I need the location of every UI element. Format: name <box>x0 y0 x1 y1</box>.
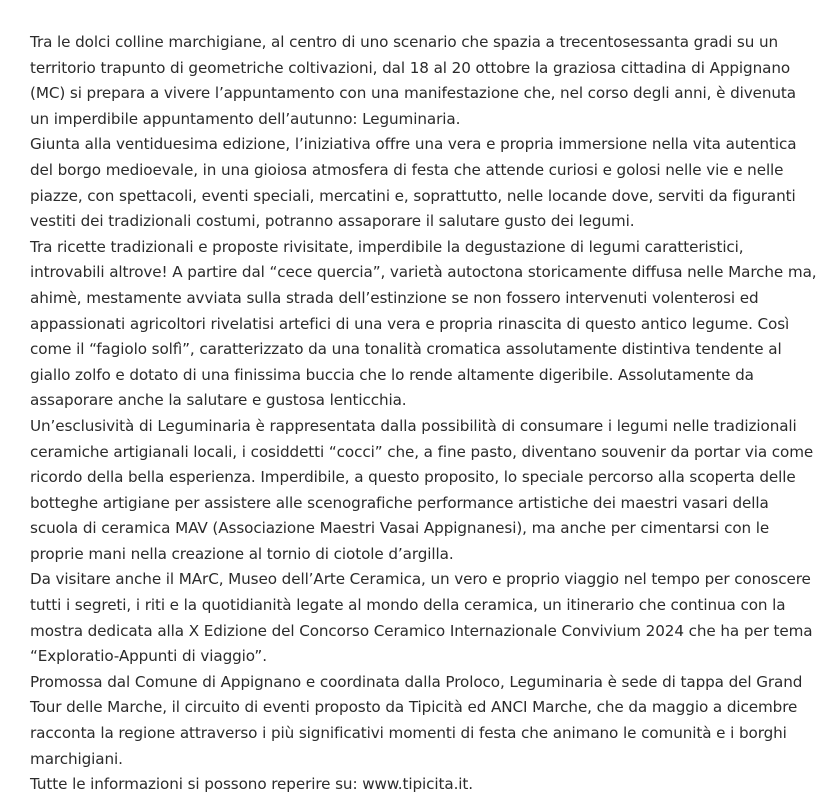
paragraph-museum: Da visitare anche il MArC, Museo dell’Arte Ceramica, un vero e proprio viaggio nel tempo per conoscere tutti i segreti, i riti e la quotidianità legate al mondo della ceramica, un itinerario che continua con la mostra dedicata alla X Edizione del Concorso Ceramico Internazionale Convivium 2024 che ha per tema “Exploratio-Appunti di viaggio”. <box>30 570 813 666</box>
paragraph-edition: Giunta alla ventiduesima edizione, l’iniziativa offre una vera e propria immersione nella vita autentica del borgo medioevale, in una gioiosa atmosfera di festa che attende curiosi e golosi nelle vie e nelle piazze, con spettacoli, eventi speciali, mercatini e, soprattutto, nelle locande dove, serviti da figuranti vestiti dei tradizionali costumi, potranno assaporare il salutare gusto dei legumi. <box>30 135 797 231</box>
paragraph-ceramics: Un’esclusività di Leguminaria è rappresentata dalla possibilità di consumare i legumi nelle tradizionali ceramiche artigianali locali, i cosiddetti “cocci” che, a fine pasto, diventano souvenir da portar via come ricordo della bella esperienza. Imperdibile, a questo proposito, lo speciale percorso alla scoperta delle botteghe artigiane per assistere alle scenografiche performance artistiche dei maestri vasari della scuola di ceramica MAV (Associazione Maestri Vasai Appignanesi), ma anche per cimentarsi con le proprie mani nella creazione al tornio di ciotole d’argilla. <box>30 416 814 563</box>
paragraph-promotion: Promossa dal Comune di Appignano e coordinata dalla Proloco, Leguminaria è sede di tappa del Grand Tour delle Marche, il circuito di eventi proposto da Tipicità ed ANCI Marche, che da maggio a dicembre racconta la regione attraverso i più significativi momenti di festa che animano le comunità e i borghi marchigiani. <box>30 672 803 768</box>
paragraph-intro: Tra le dolci colline marchigiane, al centro di uno scenario che spazia a trecentosessanta gradi su un territorio trapunto di geometriche coltivazioni, dal 18 al 20 ottobre la graziosa cittadina di Appignano (MC) si prepara a vivere l’appuntamento con una manifestazione che, nel corso degli anni, è divenuta un imperdibile appuntamento dell’autunno: Leguminaria. <box>30 33 796 128</box>
paragraph-legumes: Tra ricette tradizionali e proposte rivisitate, imperdibile la degustazione di legumi caratteristici, introvabili altrove! A partire dal “cece quercia”, varietà autoctona storicamente diffusa nelle Marche ma, ahimè, mestamente avviata sulla strada dell’estinzione se non fossero intervenuti volenterosi ed appassionati agricoltori rivelatisi artefici di una vera e propria rinascita di questo antico legume. Così come il “fagiolo solfì”, caratterizzato da una tonalità cromatica assolutamente distintiva tendente al giallo zolfo e dotato di una finissima buccia che lo rende altamente digeribile. Assolutamente da assaporare anche la salutare e gustosa lenticchia. <box>30 237 817 410</box>
paragraph-info: Tutte le informazioni si possono reperire su: www.tipicita.it. <box>30 775 473 794</box>
